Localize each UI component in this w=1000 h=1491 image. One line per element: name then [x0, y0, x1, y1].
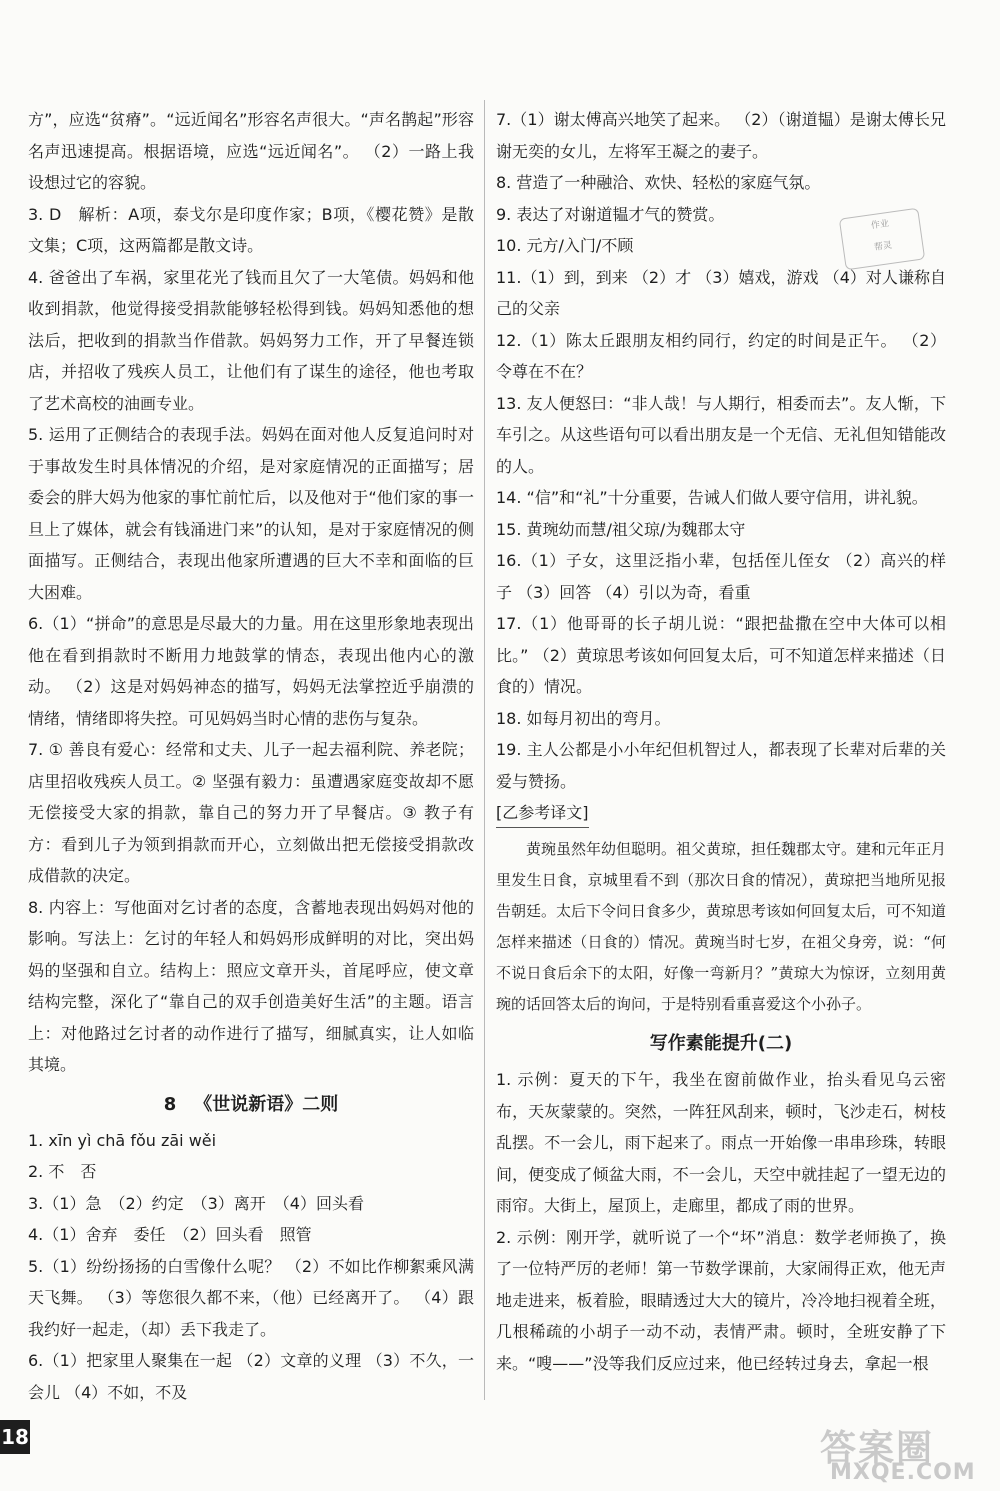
stamp-line2: 帮灵	[873, 240, 893, 254]
right-column	[496, 104, 946, 1379]
answer-item: 1. 示例：夏天的下午，我坐在窗前做作业，抬头看见乌云密布，天灰蒙蒙的。突然，一阵狂风刮来，顿时，飞沙走石，树枝乱摆。不一会儿，雨下起来了。雨点一开始像一串串珍珠，转眼间，便变成了倾盆大雨，不一会儿，天空中就挂起了一望无边的雨帘。大街上，屋顶上，走廊里，都成了雨的世界。	[496, 1070, 946, 1215]
translation-label: [乙参考译文]	[496, 799, 589, 828]
column-divider	[484, 100, 485, 1400]
answer-item: 2. 示例：刚开学，就听说了一个“坏”消息：数学老师换了，换了一位特严厉的老师！第一节数学课前，大家闹得正欢，他无声地走进来，板着脸，眼睛透过大大的镜片，冷冷地扫视着全班，几根稀疏的小胡子一动不动，表情严肃。顿时，全班安静了下来。“嗖——”没等我们反应过来，他已经转过身去，拿起一根	[496, 1227, 946, 1373]
page-number: 18	[0, 1420, 30, 1454]
section-title-shishuo	[28, 1087, 474, 1123]
answer-item: 4. 爸爸出了车祸，家里花光了钱而且欠了一大笔债。妈妈和他收到捐款，他觉得接受捐款能够轻松得到钱。妈妈知悉他的想法后，把收到的捐款当作借款。妈妈努力工作，开了早餐连锁店，并招收了残疾人员工，让他们有了谋生的途径，他也考取了艺术高校的油画专业。	[28, 267, 474, 413]
answer-item: 15. 黄琬幼而慧/祖父琼/为魏郡太守	[496, 519, 746, 539]
answer-item: 19. 主人公都是小小年纪但机智过人，都表现了长辈对后辈的关爱与赞扬。	[496, 740, 946, 791]
right-answers-part1	[496, 104, 946, 797]
answer-item: 5. 运用了正侧结合的表现手法。妈妈在面对他人反复追问时对于事故发生时具体情况的介绍，是对家庭情况的正面描写；居委会的胖大妈为他家的事忙前忙后，以及他对于“他们家的事一旦上了媒体，就会有钱涌进门来”的认知，是对于家庭情况的侧面描写。正侧结合，表现出他家所遭遇的巨大不幸和面临的巨大困难。	[28, 425, 474, 602]
left-column	[28, 104, 474, 1408]
answer-item: 6.（1）把家里人聚集在一起 （2）文章的义理 （3）不久，一会儿 （4）不如，不及	[28, 1351, 474, 1402]
left-answers-part1	[28, 104, 474, 1081]
answer-item: 3. D 解析：A项，泰戈尔是印度作家；B项，《樱花赞》是散文集；C项，这两篇都是散文诗。	[28, 204, 474, 255]
homework-stamp-logo	[839, 208, 925, 271]
answer-item: 1. xīn yì chā fǒu zāi wěi	[28, 1130, 217, 1150]
section-title-text: 《世说新语》二则	[194, 1093, 339, 1115]
answer-item: 17.（1）他哥哥的长子胡儿说：“跟把盐撒在空中大体可以相比。” （2）黄琼思考该如何回复太后，可不知道怎样来描述（日食的）情况。	[496, 614, 946, 696]
left-answers-part2	[28, 1125, 474, 1409]
reference-translation: 黄琬虽然年幼但聪明。祖父黄琼，担任魏郡太守。建和元年正月里发生日食，京城里看不到（那次日食的情况），黄琼把当地所见报告朝廷。太后下令问日食多少，黄琼思考该如何回复太后，可不知道怎样来描述（日食的）情况。黄琬当时七岁，在祖父身旁，说：“何不说日食后余下的太阳，好像一弯新月？”黄琼大为惊讶，立刻用黄琬的话回答太后的询问，于是特别看重喜爱这个小孙子。	[496, 840, 947, 1013]
answer-item: 5.（1）纷纷扬扬的白雪像什么呢？ （2）不如比作柳絮乘风满天飞舞。 （3）等您很久都不来，（他）已经离开了。 （4）跟我约好一起走，（却）丢下我走了。	[28, 1256, 474, 1339]
answer-item: 6.（1）“拼命”的意思是尽最大的力量。用在这里形象地表现出他在看到捐款时不断用力地鼓掌的情态，表现出他内心的激动。 （2）这是对妈妈神态的描写，妈妈无法掌控近乎崩溃的情绪，情绪即将失控。可见妈妈当时心情的悲伤与复杂。	[28, 614, 474, 728]
answer-item: 8. 营造了一种融洽、欢快、轻松的家庭气氛。	[496, 173, 821, 192]
stamp-line1: 作业	[870, 218, 890, 232]
answer-item: 7.（1）谢太傅高兴地笑了起来。 （2）（谢道韫）是谢太傅长兄谢无奕的女儿，左将军王凝之的妻子。	[496, 110, 946, 161]
section-number: 8	[163, 1093, 177, 1115]
answer-item: 9. 表达了对谢道韫才气的赞赏。	[496, 204, 725, 224]
answer-item: 12.（1）陈太丘跟朋友相约同行，约定的时间是正午。 （2）令尊在不在？	[496, 330, 946, 381]
section-title-writing: 写作素能提升(二)	[649, 1033, 793, 1054]
answer-item: 3.（1）急 （2）约定 （3）离开 （4）回头看	[28, 1193, 364, 1213]
answer-item: 11.（1）到，到来 （2）才 （3）嬉戏，游戏 （4）对人谦称自己的父亲	[496, 267, 946, 318]
answer-item: 13. 友人便怒曰：“非人哉！与人期行，相委而去”。友人惭，下车引之。从这些语句可以看出朋友是一个无信、无礼但知错能改的人。	[496, 393, 946, 476]
answer-item: 2. 不 否	[28, 1162, 97, 1181]
answer-item: 8. 内容上：写他面对乞讨者的态度，含蓄地表现出妈妈对他的影响。写法上：乞讨的年轻人和妈妈形成鲜明的对比，突出妈妈的坚强和自立。结构上：照应文章开头，首尾呼应，使文章结构完整，深化了“靠自己的双手创造美好生活”的主题。语言上：对他路过乞讨者的动作进行了描写，细腻真实，让人如临其境。	[28, 897, 474, 1074]
right-answers-part2	[496, 1064, 946, 1379]
watermark-logo	[800, 1420, 990, 1486]
answer-item: 18. 如每月初出的弯月。	[496, 708, 671, 728]
answer-item: 7. ① 善良有爱心：经常和丈夫、儿子一起去福利院、养老院；店里招收残疾人员工。② 坚强有毅力：虽遭遇家庭变故却不愿无偿接受大家的捐款，靠自己的努力开了早餐店。③ 教子有方：看到儿子为领到捐款而开心，立刻做出把无偿接受捐款改成借款的决定。	[28, 740, 474, 885]
answer-item: 方”，应选“贫瘠”。“远近闻名”形容名声很大。“声名鹊起”形容名声迅速提高。根据语境，应选“远近闻名”。 （2）一路上我设想过它的容貌。	[28, 110, 474, 192]
answer-item: 4.（1）舍弃 委任 （2）回头看 照管	[28, 1225, 312, 1244]
answer-item: 16.（1）子女，这里泛指小辈，包括侄儿侄女 （2）高兴的样子 （3）回答 （4）引以为奇，看重	[496, 551, 946, 602]
answer-item: 10. 元方/入门/不顾	[496, 236, 634, 255]
watermark-line2: MXQE.COM	[830, 1460, 976, 1485]
watermark-line1: 答案圈	[820, 1428, 935, 1469]
answer-item: 14. “信”和“礼”十分重要，告诫人们做人要守信用，讲礼貌。	[496, 488, 928, 507]
